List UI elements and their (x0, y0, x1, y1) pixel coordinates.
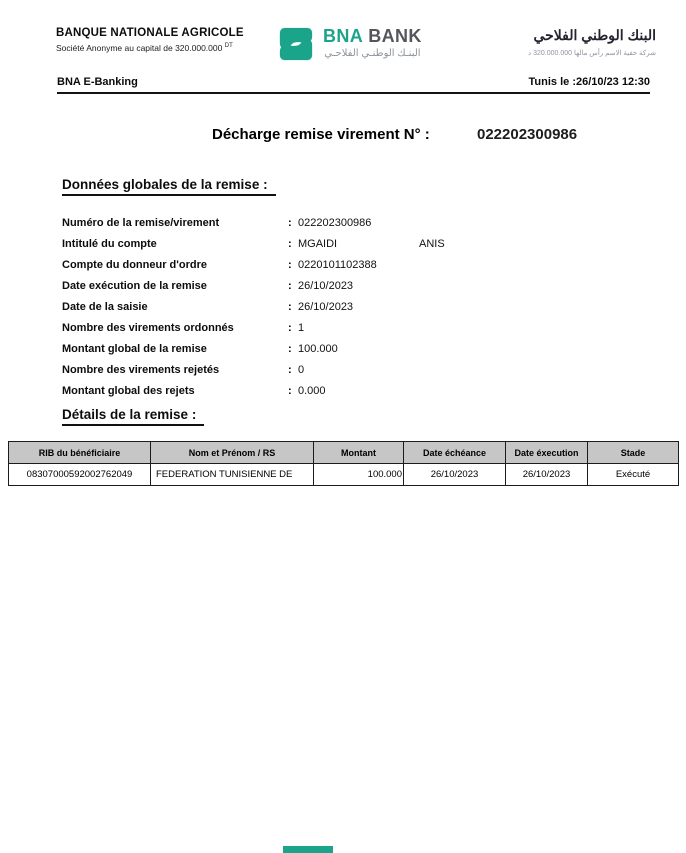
ebanking-header-bar (57, 76, 650, 94)
kv-colon: : (288, 279, 292, 292)
kv-label: Montant global des rejets (62, 384, 195, 397)
kv-row-date-saisie (62, 296, 622, 317)
kv-colon: : (288, 363, 292, 376)
kv-label: Nombre des virements ordonnés (62, 321, 234, 334)
kv-row-intitule-compte (62, 233, 622, 254)
cell-stade: Exécuté (588, 464, 679, 486)
col-header-stade: Stade (588, 442, 679, 464)
document-title-number: 022202300986 (477, 126, 578, 143)
bank-subtitle (56, 43, 244, 53)
kv-value: 100.000 (298, 342, 338, 355)
global-data-list (62, 212, 622, 401)
col-header-nom: Nom et Prénom / RS (151, 442, 314, 464)
cell-montant: 100.000 (314, 464, 404, 486)
kv-value: 022202300986 (298, 216, 372, 229)
kv-label: Montant global de la remise (62, 342, 207, 355)
kv-row-montant-global (62, 338, 622, 359)
logo-wordmark (323, 26, 422, 59)
arabic-bank-name: البنك الوطني الفلاحي (533, 27, 656, 43)
kv-row-compte-donneur (62, 254, 622, 275)
print-datetime: Tunis le :26/10/23 12:30 (528, 76, 650, 88)
logo-text-bank: BANK (368, 26, 422, 46)
document-title-label: Décharge remise virement N° : (212, 126, 430, 143)
kv-label: Date exécution de la remise (62, 279, 207, 292)
bank-name: BANQUE NATIONALE AGRICOLE (56, 27, 244, 39)
cell-date-echeance: 26/10/2023 (404, 464, 506, 486)
arabic-bank-subtitle: شركة خفية الاسم رأس مالها 320.000.000 د (528, 50, 656, 57)
kv-row-numero-remise (62, 212, 622, 233)
col-header-date-echeance: Date échéance (404, 442, 506, 464)
kv-value: MGAIDI (298, 237, 338, 250)
kv-label: Compte du donneur d'ordre (62, 258, 207, 271)
details-table (8, 441, 679, 486)
kv-colon: : (288, 342, 292, 355)
kv-value-extra: ANIS (419, 237, 445, 250)
header-right-block (528, 27, 656, 57)
details-heading: Détails de la remise : (62, 407, 204, 426)
cell-nom: FEDERATION TUNISIENNE DE (151, 464, 314, 486)
kv-value: 0220101102388 (298, 258, 377, 271)
kv-row-nb-virements-rejetes (62, 359, 622, 380)
global-data-heading: Données globales de la remise : (62, 177, 276, 196)
app-name: BNA E-Banking (57, 76, 138, 88)
kv-colon: : (288, 237, 292, 250)
logo-wordmark-line (323, 26, 422, 46)
details-table-row (9, 464, 679, 486)
kv-value: 26/10/2023 (298, 300, 354, 313)
kv-colon: : (288, 384, 292, 397)
logo-arabic-subtitle: البنـك الوطنـي الفلاحـي (324, 48, 421, 59)
col-header-date-execution: Date éxecution (506, 442, 588, 464)
bank-subtitle-text: Société Anonyme au capital de 320.000.000 (56, 43, 223, 53)
kv-value: 1 (298, 321, 305, 334)
bank-subtitle-sup: DT (224, 43, 233, 50)
kv-label: Numéro de la remise/virement (62, 216, 220, 229)
col-header-montant: Montant (314, 442, 404, 464)
kv-colon: : (288, 258, 292, 271)
kv-row-nb-virements-ordonnes (62, 317, 622, 338)
kv-colon: : (288, 321, 292, 334)
kv-row-montant-rejets (62, 380, 622, 401)
kv-colon: : (288, 216, 292, 229)
document-title-row (0, 126, 686, 146)
kv-colon: : (288, 300, 292, 313)
footer-logo-mark (283, 846, 333, 853)
bna-logo (277, 26, 422, 62)
kv-value: 0 (298, 363, 305, 376)
details-table-header-row (9, 442, 679, 464)
cell-rib: 08307000592002762049 (9, 464, 151, 486)
kv-value: 0.000 (298, 384, 326, 397)
logo-text-bna: BNA (323, 26, 364, 46)
header-left-block (56, 27, 244, 53)
kv-value: 26/10/2023 (298, 279, 354, 292)
cell-date-execution: 26/10/2023 (506, 464, 588, 486)
bna-logo-icon (277, 26, 315, 62)
details-table-wrap (8, 441, 678, 486)
kv-row-date-execution (62, 275, 622, 296)
kv-label: Date de la saisie (62, 300, 148, 313)
kv-label: Nombre des virements rejetés (62, 363, 220, 376)
col-header-rib: RIB du bénéficiaire (9, 442, 151, 464)
kv-label: Intitulé du compte (62, 237, 157, 250)
